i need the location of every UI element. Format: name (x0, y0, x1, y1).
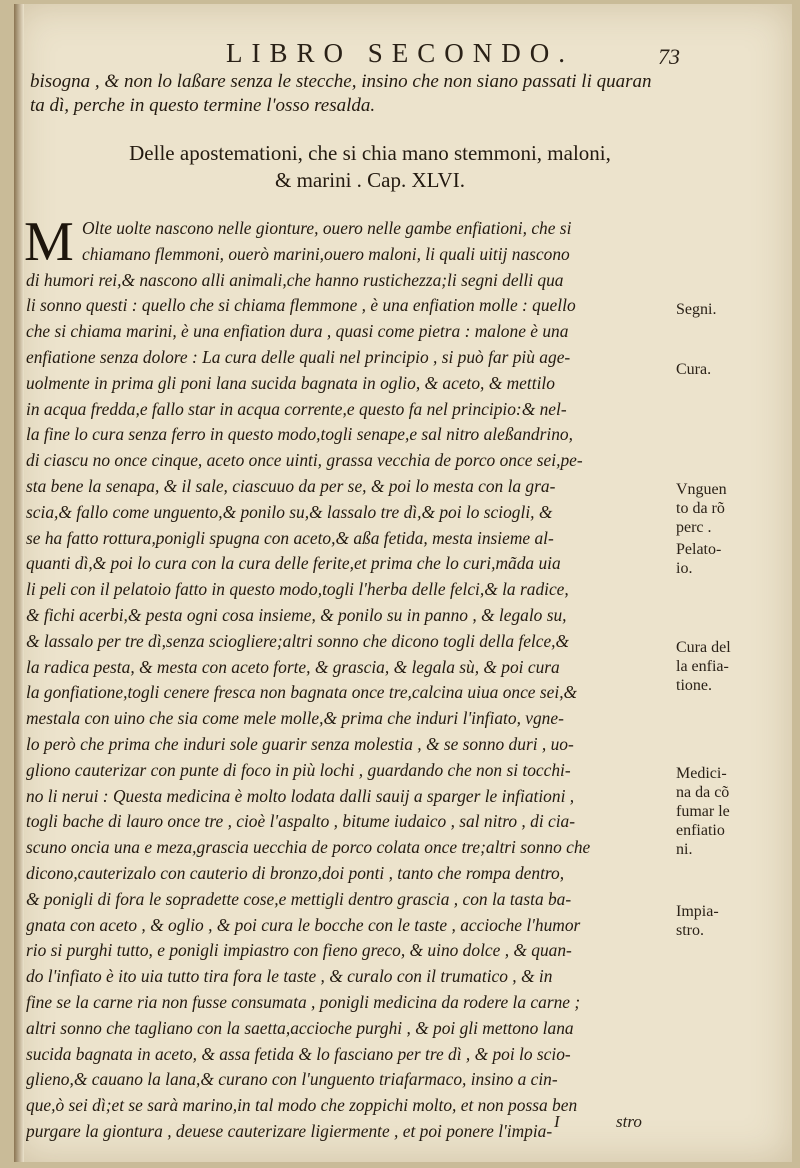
body-line: li peli con il pelatoio fatto in questo modo,togli l'herba delle felci,& la radice, (26, 579, 569, 600)
margin-note-unguento (676, 480, 776, 537)
body-line: gnata con aceto , & oglio , & poi cura le bocche con le taste , accioche l'humor (26, 914, 581, 935)
margin-note-line: Vnguen (676, 481, 727, 498)
body-line: che si chiama marini, è una enfiation dura , quasi come pietra : malone è una (26, 321, 569, 342)
chapter-title-line: Delle apostemationi, che si chia mano stemmoni, maloni, (129, 141, 611, 165)
body-line: scuno oncia una e meza,grascia uecchia de porco colata once tre;altri sonno che (26, 837, 591, 858)
body-line: li sonno questi : quello che si chiama flemmone , è una enfiation molle : quello (26, 295, 576, 316)
margin-note-cura-enfiatione (676, 638, 776, 695)
margin-note-line: la enfia- (676, 658, 729, 675)
margin-note-line: fumar le (676, 803, 730, 820)
body-line: Olte uolte nascono nelle gionture, ouero nelle gambe enfiationi, che si (82, 218, 572, 238)
body-line: sucida bagnata in aceto, & assa fetida & lo fasciano per tre dì , & poi lo scio- (26, 1043, 571, 1064)
body-line: gliono cauterizar con punte di foco in più lochi , guardando che non si tocchi- (26, 759, 571, 780)
body-line: & fichi acerbi,& pesta ogni cosa insieme, & ponilo su in panno , & legalo su, (26, 604, 567, 625)
margin-note-line: to da rõ (676, 500, 725, 517)
body-line: & ponigli di fora le sopradette cose,e mettigli dentro grascia , con la tasta ba- (26, 888, 572, 909)
margin-note-line: Cura del (676, 639, 731, 656)
margin-note-line: Segni. (676, 301, 717, 318)
intro-paragraph (30, 70, 720, 118)
margin-note-pelatoio (676, 540, 776, 578)
drop-cap: M (24, 211, 74, 273)
margin-note-line: perc . (676, 519, 712, 536)
body-line: rio si purghi tutto, e ponigli impiastro con fieno greco, & uino dolce , & quan- (26, 940, 572, 961)
signature-mark: I (554, 1112, 560, 1131)
body-line: uolmente in prima gli poni lana sucida bagnata in oglio, & aceto, & mettilo (26, 372, 555, 393)
body-line: togli bache di lauro once tre , cioè l'aspalto , bitume iudaico , sal nitro , di cia- (26, 811, 576, 832)
body-line: in acqua fredda,e fallo star in acqua corrente,e questo fa nel principio:& nel- (26, 398, 567, 419)
margin-note-line: Medici- (676, 765, 727, 782)
body-line: la radica pesta, & mesta con aceto forte, & grascia, & legala sù, & poi cura (26, 656, 560, 677)
body-line: scia,& fallo come unguento,& ponilo su,& lassalo tre dì,& poi lo sciogli, & (26, 501, 553, 522)
margin-note-segni (676, 300, 776, 319)
page-gutter-shadow (14, 4, 24, 1162)
body-line: que,ò sei dì;et se sarà marino,in tal modo che zoppichi molto, et non possa ben (26, 1095, 578, 1116)
margin-note-line: io. (676, 560, 693, 577)
body-line: do l'infiato è ito uia tutto tira fora le taste , & curalo con il trumatico , & in (26, 966, 553, 987)
body-line: se ha fatto rottura,ponigli spugna con aceto,& aßa fetida, mesta insieme al- (26, 527, 554, 548)
margin-note-impiastro (676, 902, 776, 940)
body-line: la gonfiatione,togli cenere fresca non bagnata once tre,calcina uiua once sei,& (26, 682, 578, 703)
intro-line: ta dì, perche in questo termine l'osso resalda. (30, 95, 376, 116)
body-line: fine se la carne ria non fusse consumata , ponigli medicina da rodere la carne ; (26, 991, 581, 1012)
margin-note-line: enfiatio (676, 822, 725, 839)
running-head: LIBRO SECONDO. (225, 38, 574, 68)
body-line: sta bene la senapa, & il sale, ciascuuo da per se, & poi lo mesta con la gra- (26, 475, 556, 496)
margin-note-line: Cura. (676, 361, 712, 378)
margin-note-line: tione. (676, 677, 712, 694)
body-line: lo però che prima che induri sole guarir senza molestia , & se sonno duri , uo- (26, 733, 574, 754)
intro-line: bisogna , & non lo laßare senza le stecche, insino che non siano passati li quaran (30, 71, 652, 92)
body-line: enfiatione senza dolore : La cura delle quali nel principio , si può far più age- (26, 346, 571, 367)
body-line: di humori rei,& nascono alli animali,che hanno rustichezza;li segni delli qua (26, 269, 564, 290)
margin-note-line: Pelato- (676, 541, 722, 558)
body-line: quanti dì,& poi lo cura con la cura delle ferite,et prima che lo curi,mãda uia (26, 553, 561, 574)
body-line: di ciascu no once cinque, aceto once uinti, grassa vecchia de porco once sei,pe- (26, 450, 583, 471)
body-line: glieno,& cauano la lana,& curano con l'unguento triafarmaco, insino a cin- (26, 1069, 558, 1090)
margin-note-cura (676, 360, 776, 379)
chapter-title-line: & marini . Cap. XLVI. (275, 168, 465, 192)
catchword: stro (616, 1112, 642, 1131)
body-line: & lassalo per tre dì,senza sciogliere;altri sonno che dicono togli della felce,& (26, 630, 570, 651)
body-line: la fine lo cura senza ferro in questo modo,togli senape,e sal nitro aleßandrino, (26, 424, 573, 445)
margin-note-medicina (676, 764, 776, 859)
chapter-body (24, 211, 688, 1145)
body-line: purgare la giontura , deuese cauterizare ligiermente , et poi ponere l'impia- (26, 1120, 553, 1141)
body-line: no li nerui : Questa medicina è molto lodata dalli sauij a sparger le infiationi , (26, 785, 575, 806)
body-line: altri sonno che tagliano con la saetta,accioche purghi , & poi gli mettono lana (26, 1017, 574, 1038)
margin-note-line: ni. (676, 841, 693, 858)
body-line: dicono,cauterizalo con cauterio di bronzo,doi ponti , tanto che rompa dentro, (26, 862, 565, 883)
margin-note-line: Impia- (676, 903, 719, 920)
body-line: mestala con uino che sia come mele molle,& prima che induri l'infiato, vgne- (26, 708, 564, 729)
margin-note-line: stro. (676, 922, 704, 939)
margin-note-line: na da cõ (676, 784, 730, 801)
page-number: 73 (658, 44, 680, 69)
chapter-title (40, 140, 700, 194)
body-line: chiamano flemmoni, ouerò marini,ouero maloni, li quali uitij nascono (82, 243, 570, 264)
